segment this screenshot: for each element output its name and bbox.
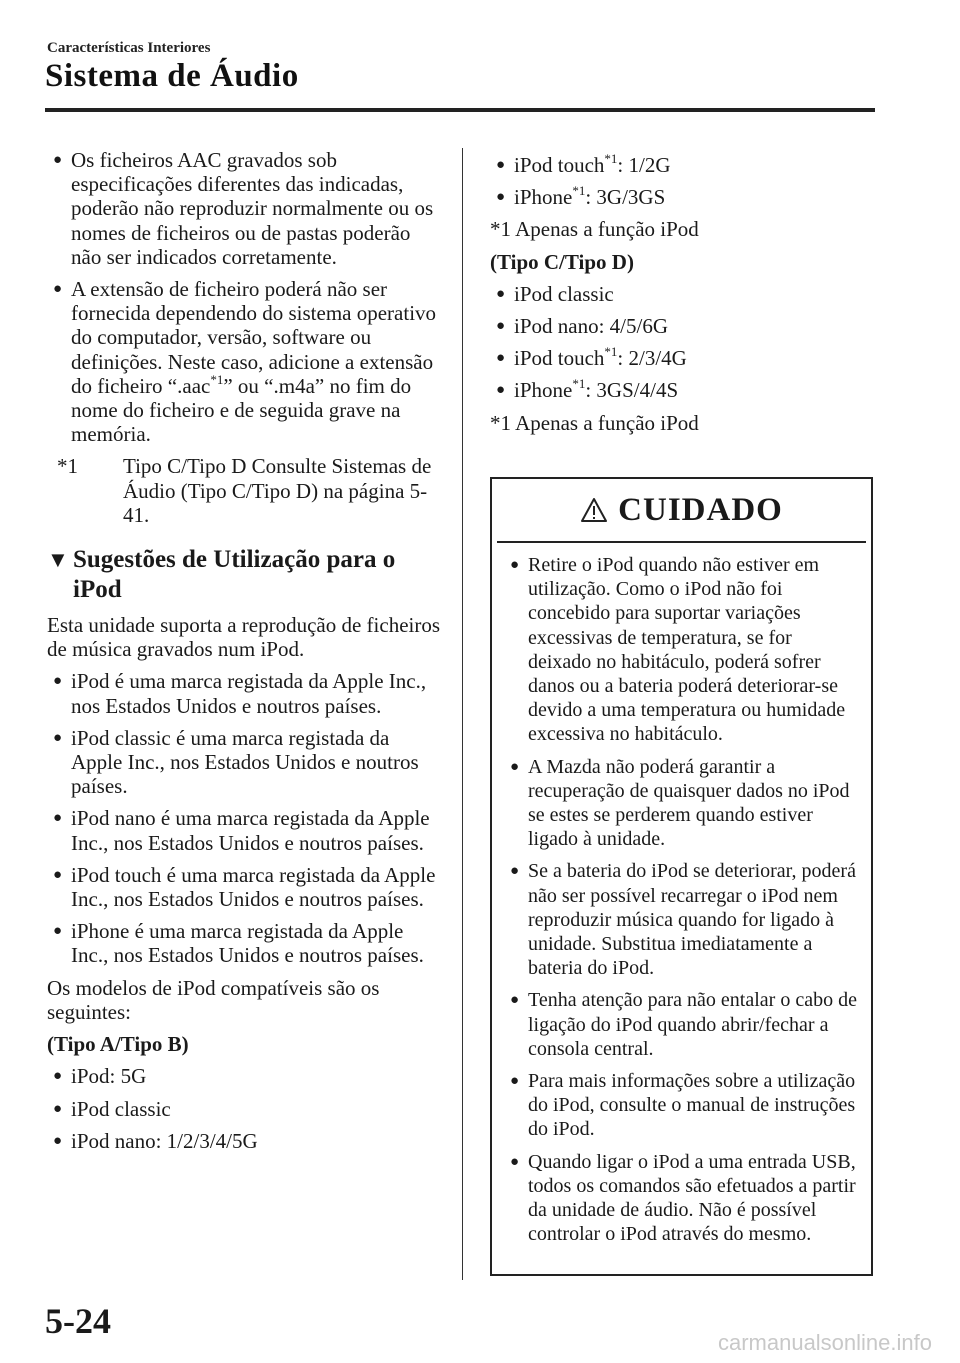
bullet-icon: ●	[510, 758, 520, 775]
bullet-icon: ●	[53, 1132, 63, 1149]
bullet-icon: ●	[53, 866, 63, 883]
bullet-icon: ●	[53, 281, 63, 298]
list-item: ● iPod nano: 4/5/6G	[496, 314, 669, 339]
type-ab-label: (Tipo A/Tipo B)	[47, 1032, 189, 1057]
bullet-icon: ●	[496, 157, 506, 173]
subheading: ▼ Sugestões de Utilização para o iPod	[47, 546, 396, 604]
list-item: ● iPod nano: 1/2/3/4/5G	[53, 1128, 258, 1153]
compat-intro: Os modelos de iPod compatíveis são os seguintes:	[47, 975, 380, 1024]
caution-box	[490, 477, 873, 1276]
bullet-icon: ●	[53, 152, 63, 168]
list-item: ● iPod touch é uma marca registada da Apple Inc., nos Estados Unidos e noutros países.	[53, 862, 436, 912]
bullet-icon: ●	[510, 557, 520, 573]
caution-body	[492, 543, 871, 1246]
bullet-icon: ●	[53, 923, 63, 940]
list-item: ● iPod touch$^{*1}$: 2/3/4G	[496, 344, 687, 371]
list-item: ● Se a bateria do iPod se deteriorar, poderá não ser possível recarregar o iPod nem reproduzir música quando for ligado à unidade. Substitua imediatamente a bateria do iPod.	[510, 860, 856, 980]
bullet-icon: ●	[496, 285, 506, 302]
list-item: ● A Mazda não poderá garantir a recuperação de quaisquer dados no iPod se estes se perderem quando estiver ligado à unidade.	[510, 755, 850, 851]
bullet-icon: ●	[496, 382, 506, 399]
list-item: ● iPod: 5G	[53, 1064, 147, 1089]
list-item: ● Para mais informações sobre a utilização do iPod, consulte o manual de instruções do iPod.	[510, 1070, 856, 1141]
list-item: ● Retire o iPod quando não estiver em utilização. Como o iPod não foi concebido para suportar variações excessivas de temperatura, se for deixado no habitáculo, poderá sofrer danos ou a bateria poderá deteriorar-se devido a uma temperatura ou humidade excessiva no habitáculo.	[510, 554, 846, 746]
list-item: ● iPod classic	[53, 1096, 171, 1121]
column-divider	[462, 148, 463, 1280]
type-cd-label: (Tipo C/Tipo D)	[490, 249, 634, 274]
bullet-icon: ●	[510, 992, 520, 1009]
list-item: ● iPhone é uma marca registada da Apple Inc., nos Estados Unidos e noutros países.	[53, 919, 424, 968]
warning-triangle-icon	[580, 497, 608, 523]
list-item: ● Quando ligar o iPod a uma entrada USB, todos os comandos são efetuados a partir da unidade de áudio. Não é possível controlar o iPod através do mesmo.	[510, 1150, 856, 1246]
page-number: 5-24	[45, 1301, 111, 1341]
right-column	[490, 153, 875, 443]
list-item: ● A extensão de ficheiro poderá não ser fornecida dependendo do sistema operativo do computador, versão, software ou definições. Neste caso, adicione a extensão do ficheiro “.aac$^{*1}$” ou “.m4a” no fim do nome do ficheiro e de seguida grave na memória.	[53, 277, 437, 447]
list-item: ● Tenha atenção para não entalar o cabo de ligação do iPod quando abrir/fechar a consola central.	[510, 989, 857, 1060]
left-column	[47, 148, 442, 1161]
list-item: ● Os ficheiros AAC gravados sob especificações diferentes das indicadas, poderão não reproduzir normalmente ou os nomes de ficheiros ou de pastas poderão não ser indicados corretamente.	[53, 148, 434, 269]
bullet-icon: ●	[496, 350, 506, 367]
list-item: ● iPod touch$^{*1}$: 1/2G	[496, 151, 671, 177]
footnote: *1 Tipo C/Tipo D Consulte Sistemas de Áudio (Tipo C/Tipo D) na página 5-41.	[57, 454, 432, 527]
intro-paragraph: Esta unidade suporta a reprodução de ficheiros de música gravados num iPod.	[47, 613, 441, 662]
watermark: carmanualsonline.info	[717, 1330, 932, 1355]
list-item: ● iPod é uma marca registada da Apple Inc., nos Estados Unidos e noutros países.	[53, 669, 427, 718]
bullet-icon: ●	[510, 863, 520, 880]
list-item: ● iPhone$^{*1}$: 3G/3GS	[496, 183, 666, 210]
header-divider	[45, 108, 875, 112]
triangle-down-icon: ▼	[47, 547, 69, 573]
bullet-icon: ●	[496, 318, 506, 335]
list-item: ● iPod classic	[496, 281, 614, 306]
bullet-icon: ●	[53, 810, 63, 827]
chapter-label: Características Interiores	[47, 40, 211, 56]
footnote: *1 Apenas a função iPod	[490, 410, 699, 435]
list-item: ● iPhone$^{*1}$: 3GS/4/4S	[496, 376, 679, 403]
list-item: ● iPod classic é uma marca registada da Apple Inc., nos Estados Unidos e noutros países.	[53, 725, 419, 799]
footnote: *1 Apenas a função iPod	[490, 217, 699, 242]
caution-header	[497, 479, 866, 543]
bullet-icon: ●	[510, 1153, 520, 1170]
bullet-icon: ●	[53, 1100, 63, 1117]
caution-title: CUIDADO	[618, 491, 783, 528]
bullet-icon: ●	[53, 1068, 63, 1085]
bullet-icon: ●	[53, 729, 63, 746]
bullet-icon: ●	[53, 673, 63, 690]
bullet-icon: ●	[510, 1073, 520, 1090]
page-title: Sistema de Áudio	[45, 58, 299, 94]
list-item: ● iPod nano é uma marca registada da Apple Inc., nos Estados Unidos e noutros países.	[53, 806, 430, 855]
bullet-icon: ●	[496, 189, 506, 206]
